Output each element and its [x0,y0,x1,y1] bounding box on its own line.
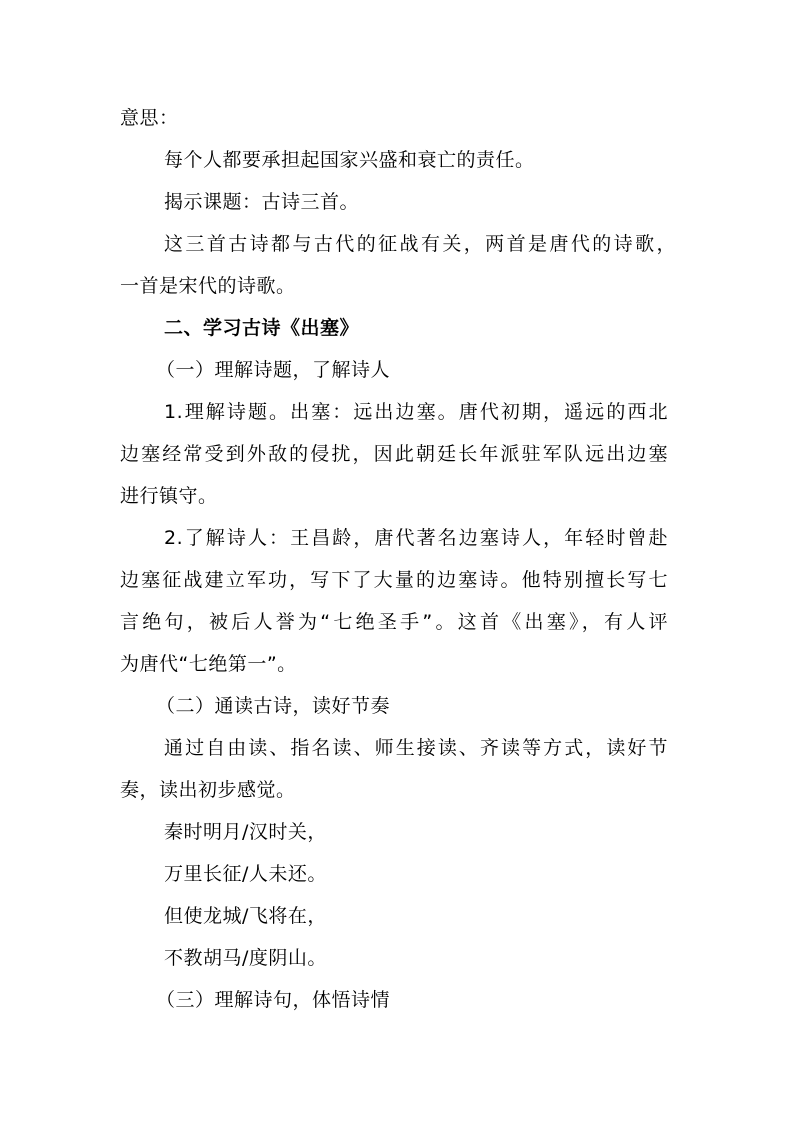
poem-line-4: 不教胡马/度阴山。 [164,947,327,969]
text-line-meaning: 每个人都要承担起国家兴盛和衰亡的责任。 [164,149,535,171]
text-line-meaning-label: 意思： [120,107,179,129]
poem-line-1: 秦时明月/汉时关， [164,821,327,843]
subsection-heading-3: （三）理解诗句，体悟诗情 [156,989,391,1011]
text-line-poet-4: 为唐代“七绝第一”。 [120,653,297,675]
text-line-intro-2: 一首是宋代的诗歌。 [120,275,296,297]
poem-line-3: 但使龙城/飞将在， [164,905,327,927]
text-line-title-3: 进行镇守。 [120,485,218,507]
subsection-heading-2: （二）通读古诗，读好节奏 [156,695,391,717]
section-heading: 二、学习古诗《出塞》 [164,317,360,339]
text-line-title-2: 边塞经常受到外敌的侵扰，因此朝廷长年派驻军队远出边塞 [120,443,668,465]
text-line-poet-3: 言绝句，被后人誉为“七绝圣手”。这首《出塞》，有人评 [120,611,668,633]
text-line-poet-2: 边塞征战建立军功，写下了大量的边塞诗。他特别擅长写七 [120,569,668,591]
subsection-heading-1: （一）理解诗题，了解诗人 [156,359,391,381]
poem-line-2: 万里长征/人未还。 [164,863,327,885]
text-line-title-1: 1.理解诗题。出塞：远出边塞。唐代初期，遥远的西北 [164,401,668,423]
text-line-reading-2: 奏，读出初步感觉。 [120,779,296,801]
text-line-topic: 揭示课题：古诗三首。 [164,191,360,213]
text-line-reading-1: 通过自由读、指名读、师生接读、齐读等方式，读好节 [164,737,668,759]
text-line-intro-1: 这三首古诗都与古代的征战有关，两首是唐代的诗歌， [164,233,676,255]
text-line-poet-1: 2.了解诗人：王昌龄，唐代著名边塞诗人，年轻时曾赴 [164,527,668,549]
